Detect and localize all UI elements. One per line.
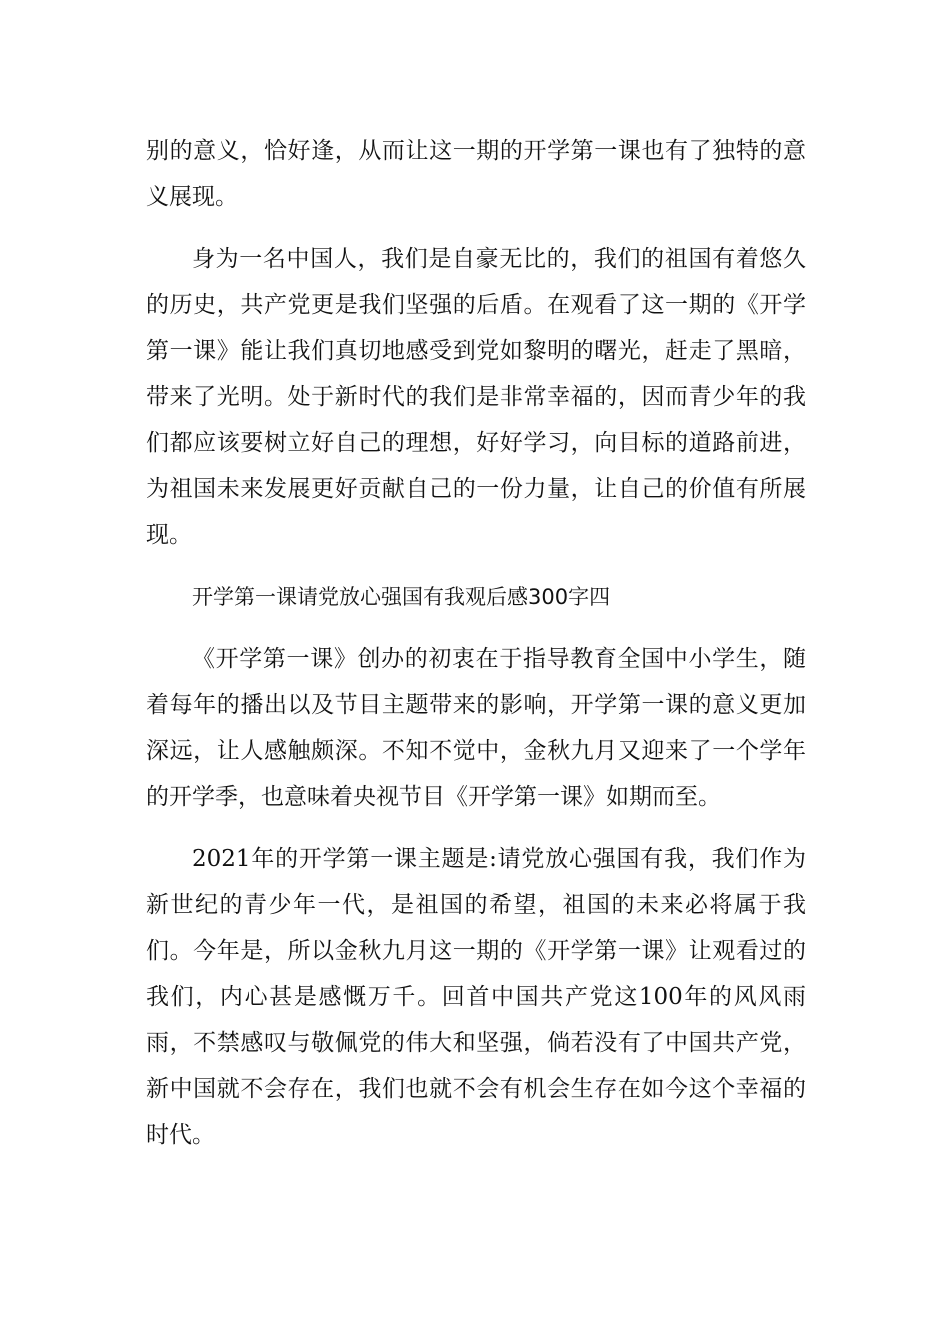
paragraph-pride: 身为一名中国人，我们是自豪无比的，我们的祖国有着悠久的历史，共产党更是我们坚强的后盾。在观看了这一期的《开学第一课》能让我们真切地感受到党如黎明的曙光，赶走了黑暗，带来了光明。处于新时代的我们是非常幸福的，因而青少年的我们都应该要树立好自己的理想，好好学习，向目标的道路前进，为祖国未来发展更好贡献自己的一份力量，让自己的价值有所展现。	[146, 246, 806, 548]
document-body	[146, 128, 806, 1174]
paragraph-theme-2021: 2021年的开学第一课主题是:请党放心强国有我，我们作为新世纪的青少年一代，是祖国的希望，祖国的未来必将属于我们。今年是，所以金秋九月这一期的《开学第一课》让观看过的我们，内心甚是感慨万千。回首中国共产党这100年的风风雨雨，不禁感叹与敬佩党的伟大和坚强，倘若没有了中国共产党，新中国就不会存在，我们也就不会有机会生存在如今这个幸福的时代。	[146, 846, 806, 1148]
section-heading: 开学第一课请党放心强国有我观后感300字四	[192, 585, 611, 609]
paragraph-continuation: 别的意义，恰好逢，从而让这一期的开学第一课也有了独特的意义展现。	[146, 138, 806, 210]
paragraph-program-intro: 《开学第一课》创办的初衷在于指导教育全国中小学生，随着每年的播出以及节目主题带来的影响，开学第一课的意义更加深远，让人感触颇深。不知不觉中，金秋九月又迎来了一个学年的开学季，也意味着央视节目《开学第一课》如期而至。	[146, 646, 806, 810]
